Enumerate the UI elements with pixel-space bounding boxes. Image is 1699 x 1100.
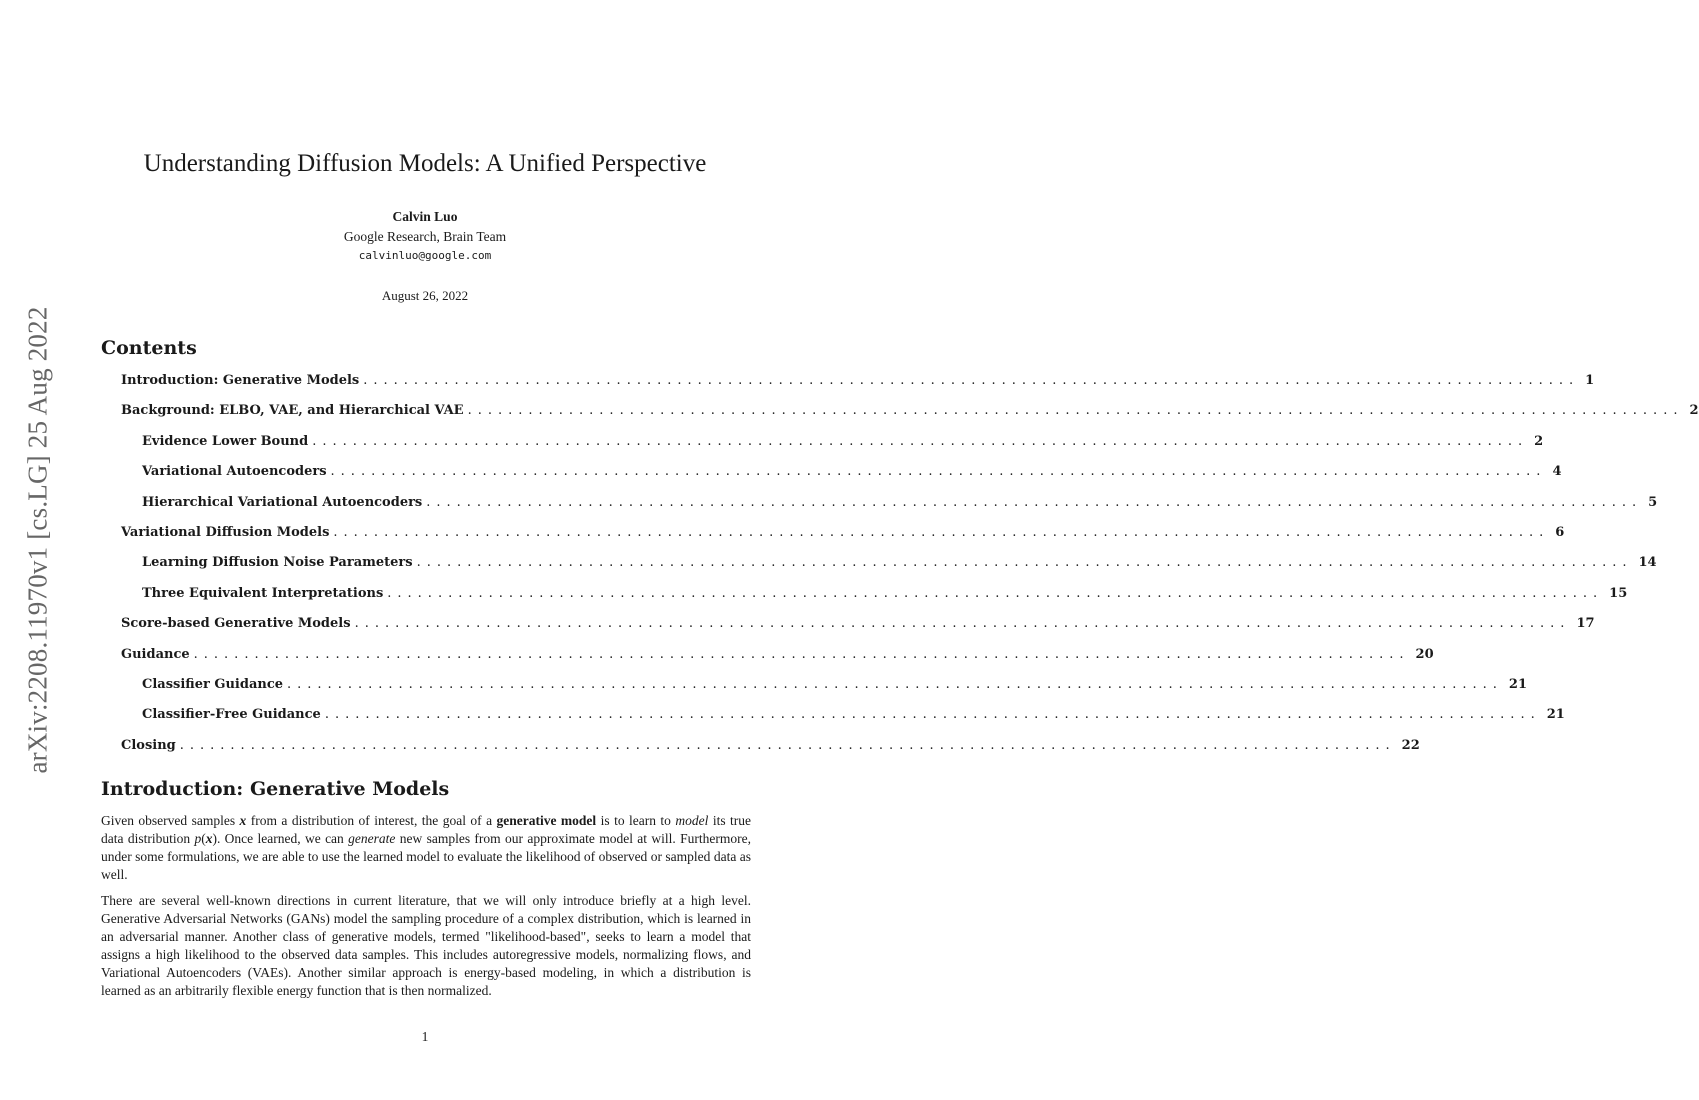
emphasis-generate: generate [348, 831, 396, 846]
emphasis-model: model [675, 813, 709, 828]
toc-entry[interactable] [121, 646, 1434, 663]
toc-entry-label: Classifier Guidance [142, 677, 284, 692]
bold-term-generative-model: generative model [496, 813, 597, 828]
arxiv-sidebar-stamp: arXiv:2208.11970v1 [cs.LG] 25 Aug 2022 [22, 306, 53, 774]
math-variable-p: p [194, 831, 202, 846]
toc-entry-page: 5 [1648, 494, 1658, 510]
toc-entry[interactable] [142, 494, 1658, 511]
toc-entry-label: Background: ELBO, VAE, and Hierarchical VAE [121, 403, 464, 419]
text-run: . Once learned, we can [216, 831, 349, 846]
paper-date: August 26, 2022 [381, 288, 469, 303]
toc-entry-page: 22 [1401, 737, 1420, 753]
toc-entry[interactable] [142, 707, 1565, 723]
author-affiliation: Google Research, Brain Team [343, 229, 507, 244]
toc-entry-label: Variational Diffusion Models [121, 525, 330, 540]
toc-entry[interactable] [121, 525, 1565, 541]
toc-heading: Contents [101, 337, 197, 359]
toc-dot-leader: ........................................................................................................................ [193, 646, 1410, 662]
toc-entry-page: 20 [1415, 646, 1434, 662]
toc-entry-label: Hierarchical Variational Autoencoders [142, 494, 423, 510]
author-email: calvinluo@google.com [358, 249, 492, 262]
toc-entry-page: 15 [1609, 585, 1628, 601]
math-variable-x: x [205, 831, 213, 846]
toc-entry-page: 21 [1546, 707, 1565, 723]
toc-entry-label: Learning Diffusion Noise Parameters [142, 555, 413, 571]
text-run: from a distribution of interest, the goal of a [246, 813, 497, 828]
page-number: 1 [421, 1029, 429, 1044]
toc-entry-label: Score-based Generative Models [121, 616, 351, 632]
text-run: new samples from our approximate model at will. Furthermore, under some formulations, we are able to use the learned model to evaluate the likelihood of observed or sampled data as well. [101, 831, 751, 882]
toc-entry-page: 14 [1638, 555, 1657, 571]
toc-entry-page: 21 [1508, 677, 1528, 692]
toc-entry-label: Variational Autoencoders [142, 464, 327, 480]
toc-entry[interactable] [121, 373, 1595, 389]
toc-dot-leader: ........................................................................................................................ [416, 555, 1633, 571]
toc-entry-label: Three Equivalent Interpretations [142, 585, 384, 601]
toc-dot-leader: ........................................................................................................................ [287, 677, 1503, 692]
toc-dot-leader: ........................................................................................................................ [179, 737, 1396, 753]
toc-dot-leader: ........................................................................................................................ [312, 433, 1529, 449]
toc-entry-page: 1 [1585, 373, 1595, 388]
toc-entry-page: 4 [1552, 464, 1562, 480]
toc-entry[interactable] [142, 433, 1544, 450]
toc-entry[interactable] [142, 464, 1562, 480]
paper-title: Understanding Diffusion Models: A Unified Perspective [143, 150, 707, 177]
toc-entry[interactable] [142, 585, 1628, 602]
text-run: Given observed samples [101, 813, 240, 828]
section-heading-introduction: Introduction: Generative Models [101, 778, 450, 800]
toc-dot-leader: ........................................................................................................................ [324, 707, 1541, 723]
toc-entry-label: Guidance [121, 646, 190, 662]
toc-entry-page: 6 [1555, 525, 1565, 540]
toc-dot-leader: ........................................................................................................................ [467, 403, 1684, 419]
toc-entry-label: Evidence Lower Bound [142, 433, 309, 449]
toc-entry-page: 2 [1689, 403, 1699, 419]
toc-entry[interactable] [121, 403, 1699, 419]
math-paren: ) [212, 831, 217, 846]
toc-dot-leader: ........................................................................................................................ [330, 464, 1547, 480]
toc-entry-page: 2 [1534, 433, 1544, 449]
toc-entry[interactable] [121, 616, 1595, 632]
toc-entry[interactable] [142, 555, 1657, 571]
toc-dot-leader: ........................................................................................................................ [333, 525, 1550, 540]
toc-entry-page: 17 [1576, 616, 1595, 632]
text-run: its true data distribution [101, 813, 751, 846]
toc-dot-leader: ........................................................................................................................ [354, 616, 1571, 632]
toc-entry[interactable] [121, 737, 1420, 754]
toc-entry-label: Closing [121, 737, 176, 753]
toc-dot-leader: ........................................................................................................................ [363, 373, 1580, 388]
toc-entry-label: Classifier-Free Guidance [142, 707, 321, 723]
toc-entry-label: Introduction: Generative Models [121, 373, 360, 388]
text-run: is to learn to [596, 813, 676, 828]
math-variable-x: x [239, 813, 247, 828]
intro-paragraph-2: There are several well-known directions in current literature, that we will only introduce briefly at a high level. Generative Adversarial Networks (GANs) model the sampling procedure of a complex distribution, which is learned in an adversarial manner. Another class of generative models, termed "likelihood-based", seeks to learn a model that assigns a high likelihood to the observed data samples. This includes autoregressive models, normalizing flows, and Variational Autoencoders (VAEs). Another similar approach is energy-based modeling, in which a distribution is learned as an arbitrarily flexible energy function that is then normalized. [101, 893, 751, 998]
toc-dot-leader: ........................................................................................................................ [426, 494, 1643, 510]
toc-entry[interactable] [142, 677, 1528, 693]
toc-dot-leader: ........................................................................................................................ [387, 585, 1604, 601]
intro-paragraph-1 [101, 812, 751, 884]
math-paren: ( [201, 831, 206, 846]
author-name: Calvin Luo [392, 209, 458, 224]
